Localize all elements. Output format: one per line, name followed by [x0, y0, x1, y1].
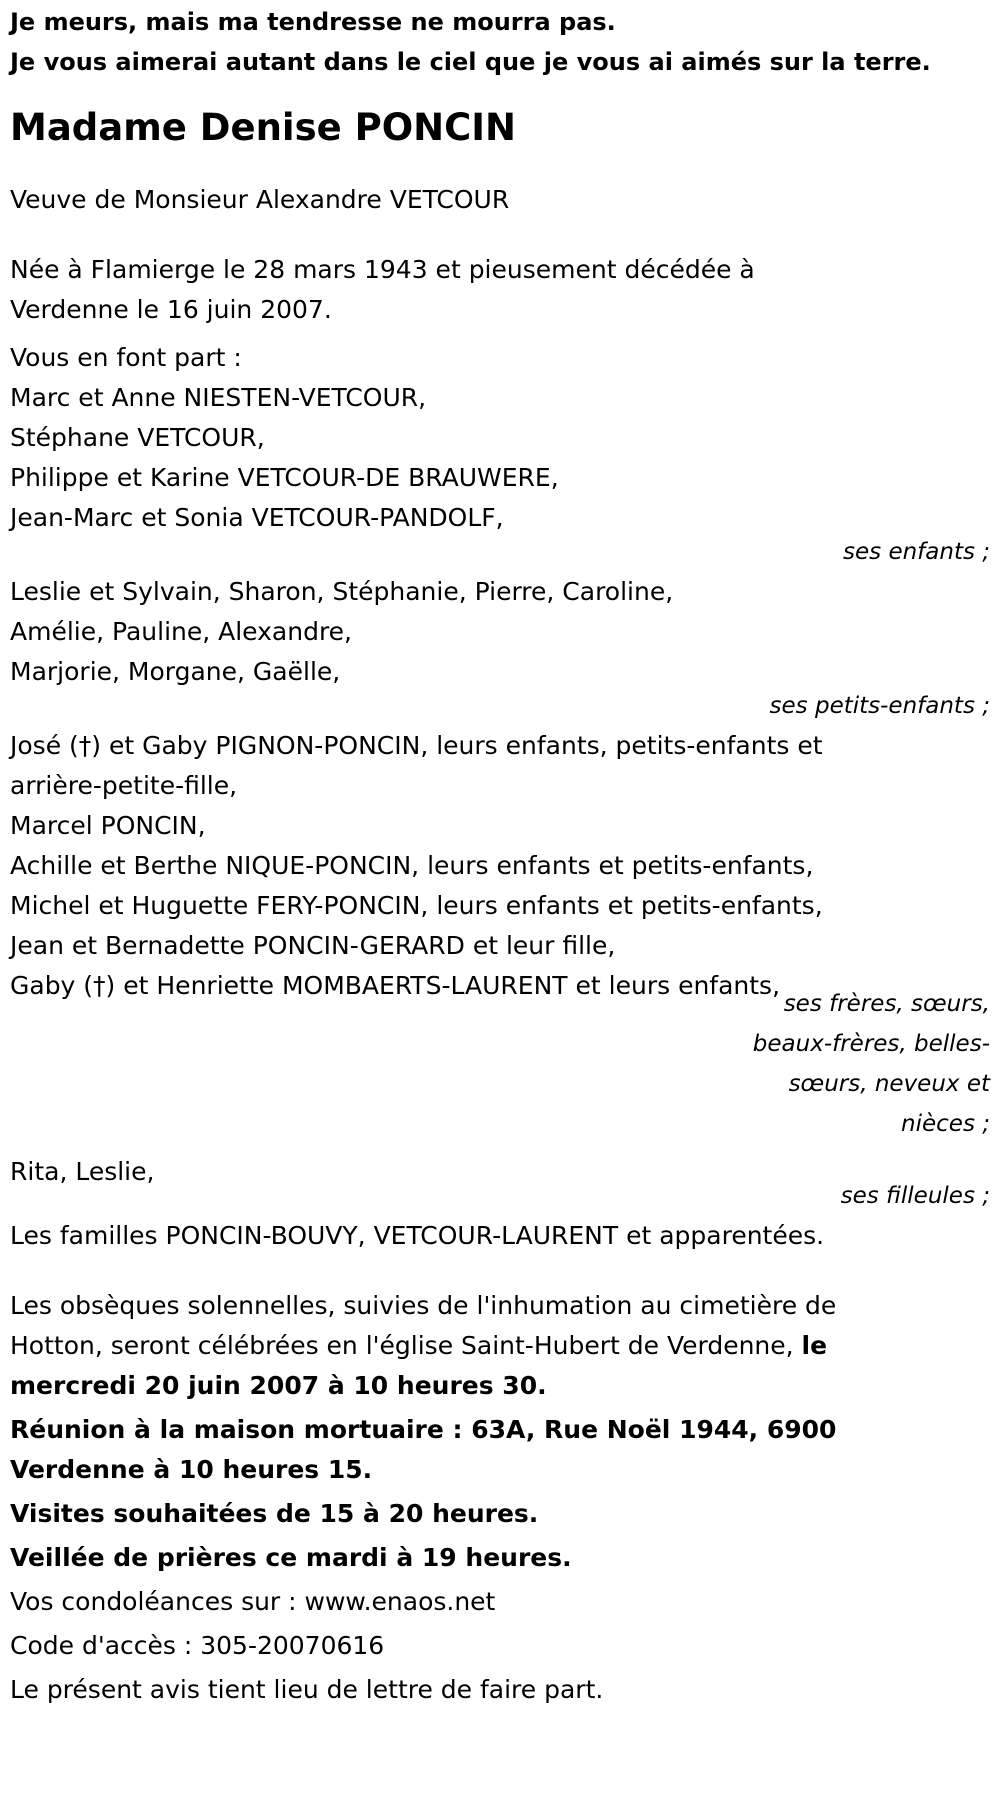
list-item: Achille et Berthe NIQUE-PONCIN, leurs enfants et petits-enfants, — [10, 851, 814, 880]
siblings-list — [10, 726, 890, 1006]
deceased-name: Madame Denise PONCIN — [10, 106, 517, 149]
list-item: Jean et Bernadette PONCIN-GERARD et leur fille, — [10, 931, 616, 960]
condolences-line: Vos condoléances sur : www.enaos.net — [10, 1587, 496, 1616]
list-item: Amélie, Pauline, Alexandre, — [10, 617, 353, 646]
widow-line: Veuve de Monsieur Alexandre VETCOUR — [10, 185, 510, 214]
intro-line: Vous en font part : — [10, 343, 242, 372]
list-item: Michel et Huguette FERY-PONCIN, leurs enfants et petits-enfants, — [10, 891, 823, 920]
meeting-line: Réunion à la maison mortuaire : 63A, Rue Noël 1944, 6900 Verdenne à 10 heures 15. — [10, 1415, 837, 1484]
list-item: Philippe et Karine VETCOUR-DE BRAUWERE, — [10, 463, 559, 492]
children-label: ses enfants ; — [843, 539, 990, 565]
quote-line-1: Je meurs, mais ma tendresse ne mourra pas. — [10, 8, 616, 36]
list-item: Leslie et Sylvain, Sharon, Stéphanie, Pierre, Caroline, — [10, 577, 674, 606]
goddaughters-label: ses filleules ; — [840, 1183, 990, 1209]
list-item: Stéphane VETCOUR, — [10, 423, 265, 452]
goddaughters-line: Rita, Leslie, — [10, 1157, 155, 1186]
list-item: Gaby (†) et Henriette MOMBAERTS-LAURENT et leurs enfants, — [10, 971, 781, 1000]
funeral-paragraph — [10, 1286, 890, 1406]
visits-line: Visites souhaitées de 15 à 20 heures. — [10, 1499, 539, 1528]
grandchildren-list — [10, 572, 990, 692]
funeral-text: Les obsèques solennelles, suivies de l'inhumation au cimetière de Hotton, seront célébrées en l'église Saint-Hubert de Verdenne, — [10, 1291, 837, 1360]
quote-line-2: Je vous aimerai autant dans le ciel que je vous ai aimés sur la terre. — [10, 48, 931, 76]
birth-death-line: Née à Flamierge le 28 mars 1943 et pieusement décédée à Verdenne le 16 juin 2007. — [10, 255, 755, 324]
siblings-label: ses frères, sœurs, beaux-frères, belles-sœurs, neveux et nièces ; — [752, 991, 990, 1137]
list-item: Marcel PONCIN, — [10, 811, 206, 840]
grandchildren-label: ses petits-enfants ; — [769, 693, 990, 719]
list-item: Jean-Marc et Sonia VETCOUR-PANDOLF, — [10, 503, 504, 532]
notice-line: Le présent avis tient lieu de lettre de faire part. — [10, 1675, 604, 1704]
list-item: Marjorie, Morgane, Gaëlle, — [10, 657, 341, 686]
funeral-date: le mercredi 20 juin 2007 à 10 heures 30. — [10, 1331, 828, 1400]
access-code-line: Code d'accès : 305-20070616 — [10, 1631, 385, 1660]
list-item: José (†) et Gaby PIGNON-PONCIN, leurs enfants, petits-enfants et arrière-petite-fille, — [10, 731, 823, 800]
families-line: Les familles PONCIN-BOUVY, VETCOUR-LAURENT et apparentées. — [10, 1221, 825, 1250]
list-item: Marc et Anne NIESTEN-VETCOUR, — [10, 383, 427, 412]
vigil-line: Veillée de prières ce mardi à 19 heures. — [10, 1543, 572, 1572]
children-list — [10, 378, 990, 538]
